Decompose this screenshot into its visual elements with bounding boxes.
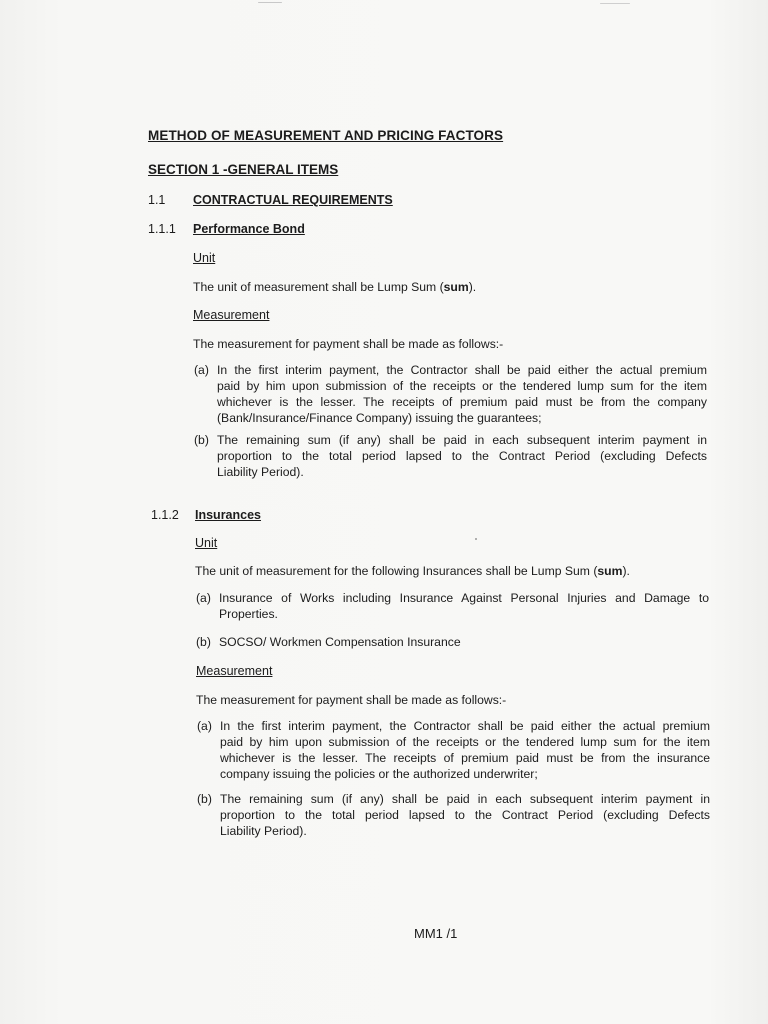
clause-number-1-1-1: 1.1.1 xyxy=(148,222,176,236)
section-title: SECTION 1 -GENERAL ITEMS xyxy=(148,162,339,177)
scan-speck xyxy=(600,3,630,4)
paragraph-line: SOCSO/ Workmen Compensation Insurance xyxy=(219,635,461,649)
clause-title-contractual-requirements: CONTRACTUAL REQUIREMENTS xyxy=(193,193,393,207)
list-marker: (a) xyxy=(194,363,209,377)
clause-number-1-1: 1.1 xyxy=(148,193,166,207)
document-title: METHOD OF MEASUREMENT AND PRICING FACTORS xyxy=(148,128,504,143)
scan-speck xyxy=(258,2,282,3)
paragraph-line: Liability Period). xyxy=(220,824,307,838)
measurement-intro: The measurement for payment shall be made as follows:- xyxy=(193,337,504,351)
unit-label: Unit xyxy=(193,251,216,265)
paragraph-line: Insurance of Works including Insurance Against Personal Injuries and Damage to xyxy=(219,591,709,605)
page-number: MM1 /1 xyxy=(414,926,458,941)
measurement-label: Measurement xyxy=(196,664,273,678)
measurement-intro: The measurement for payment shall be made as follows:- xyxy=(196,693,507,707)
paragraph-line: paid by him upon submission of the receipts or the tendered lump sum for the item xyxy=(220,735,710,749)
paragraph-line: paid by him upon submission of the receipts or the tendered lump sum for the item xyxy=(217,379,707,393)
paragraph-line: The remaining sum (if any) shall be paid in each subsequent interim payment in xyxy=(220,792,710,806)
list-marker: (b) xyxy=(197,792,212,806)
paragraph-line: company issuing the policies or the authorized underwriter; xyxy=(220,767,538,781)
clause-number-1-1-2: 1.1.2 xyxy=(151,508,179,522)
paragraph-line: proportion to the total period lapsed to the Contract Period (excluding Defects xyxy=(220,808,710,822)
list-marker: (a) xyxy=(197,719,212,733)
paragraph-line: whichever is the lesser. The receipts of premium paid must be from the company xyxy=(217,395,707,409)
list-marker: (a) xyxy=(196,591,211,605)
paragraph-line: The remaining sum (if any) shall be paid in each subsequent interim payment in xyxy=(217,433,707,447)
unit-text: The unit of measurement for the following Insurances shall be Lump Sum (sum). xyxy=(195,564,630,578)
paragraph-line: In the first interim payment, the Contractor shall be paid either the actual premium xyxy=(217,363,707,377)
unit-text: The unit of measurement shall be Lump Sum (sum). xyxy=(193,280,477,294)
paragraph-line: Liability Period). xyxy=(217,465,304,479)
list-marker: (b) xyxy=(196,635,211,649)
unit-label: Unit xyxy=(195,536,218,550)
paragraph-line: (Bank/Insurance/Finance Company) issuing the guarantees; xyxy=(217,411,542,425)
clause-title-insurances: Insurances xyxy=(195,508,262,522)
paragraph-line: Properties. xyxy=(219,607,278,621)
scan-speck xyxy=(475,538,477,540)
paragraph-line: whichever is the lesser. The receipts of premium paid must be from the insurance xyxy=(220,751,710,765)
measurement-label: Measurement xyxy=(193,308,270,322)
paragraph-line: In the first interim payment, the Contractor shall be paid either the actual premium xyxy=(220,719,710,733)
clause-title-performance-bond: Performance Bond xyxy=(193,222,305,236)
list-marker: (b) xyxy=(194,433,209,447)
paragraph-line: proportion to the total period lapsed to the Contract Period (excluding Defects xyxy=(217,449,707,463)
